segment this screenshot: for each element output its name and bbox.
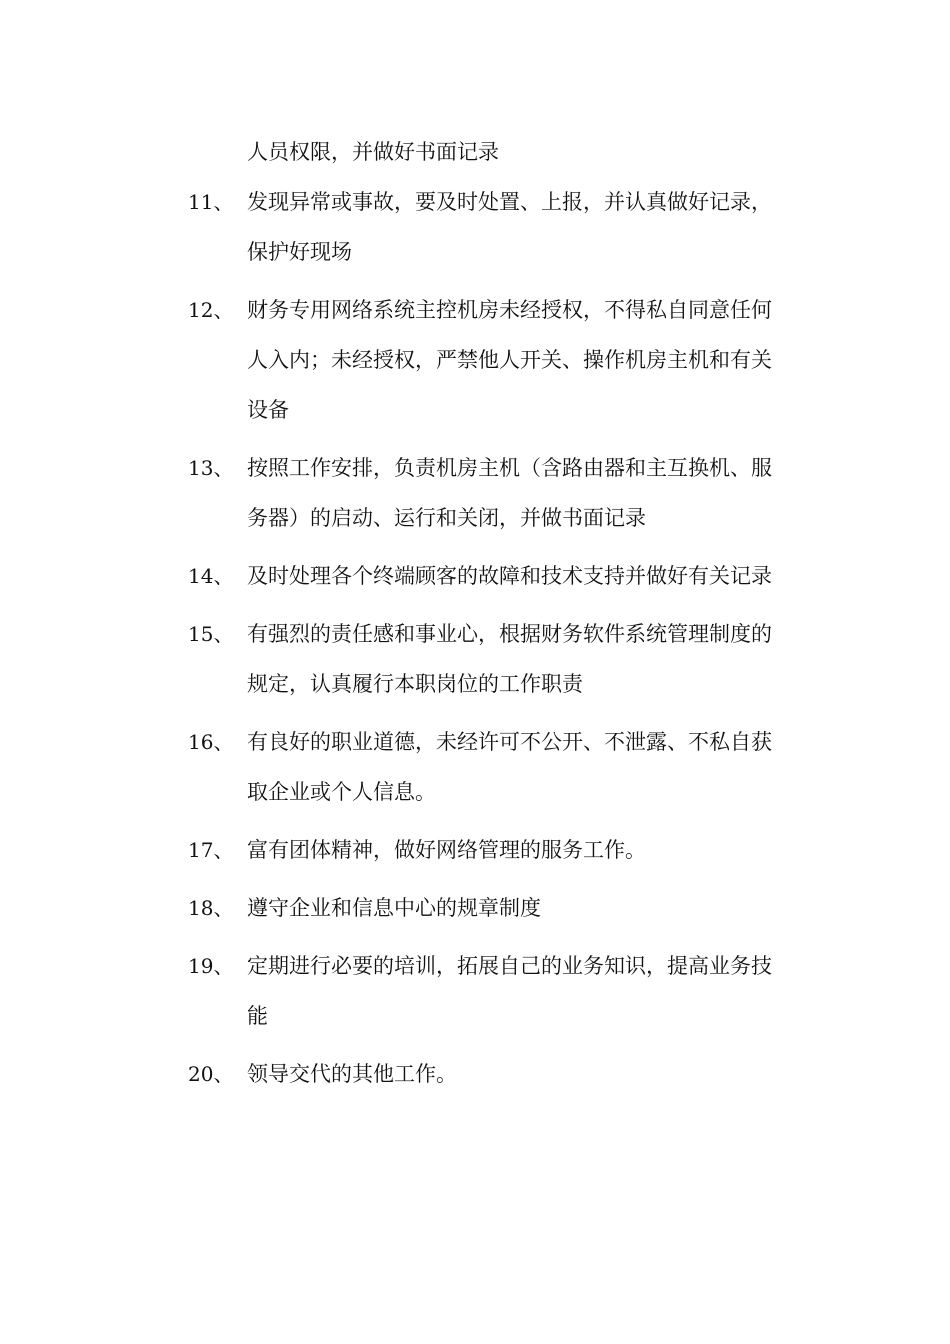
list-item-line: 富有团体精神，做好网络管理的服务工作。: [247, 838, 646, 862]
list-item-number: 14、: [188, 564, 234, 588]
list-item: [0, 1053, 950, 1103]
list-item-line: 保护好现场: [247, 240, 352, 264]
list-item-text: [247, 551, 809, 601]
list-item: [0, 829, 950, 879]
list-item-text: [247, 825, 809, 875]
list-item-number: 19、: [188, 954, 234, 978]
list-item: [0, 181, 950, 281]
list-item-text: [247, 443, 809, 543]
list-item-line: 有强烈的责任感和事业心，根据财务软件系统管理制度的: [247, 622, 772, 646]
list-item-line: 有良好的职业道德，未经许可不公开、不泄露、不私自获: [247, 730, 772, 754]
list-item-line: 能: [247, 1004, 268, 1028]
list-item-text: [247, 941, 809, 1041]
list-item-line: 领导交代的其他工作。: [247, 1062, 457, 1086]
list-item: [0, 555, 950, 605]
list-item-line: 遵守企业和信息中心的规章制度: [247, 896, 541, 920]
list-item-line: 财务专用网络系统主控机房未经授权，不得私自同意任何: [247, 298, 772, 322]
list-item-number: 13、: [188, 456, 234, 480]
list-item: [0, 447, 950, 547]
list-item-number: 18、: [188, 896, 234, 920]
list-item-text: [247, 177, 809, 277]
list-item-number: 12、: [188, 298, 234, 322]
list-item-line: 及时处理各个终端顾客的故障和技术支持并做好有关记录: [247, 564, 772, 588]
list-item-number: 15、: [188, 622, 234, 646]
list-item-number: 20、: [188, 1062, 234, 1086]
list-item-line: 人入内；未经授权，严禁他人开关、操作机房主机和有关: [247, 348, 772, 372]
list-item-number: 16、: [188, 730, 234, 754]
list-item-line: 按照工作安排，负责机房主机（含路由器和主互换机、服: [247, 456, 772, 480]
list-item-number: 11、: [188, 190, 234, 214]
list-item-text: [247, 1049, 809, 1099]
list-item-line: 设备: [247, 398, 289, 422]
list-item-number: 17、: [188, 838, 234, 862]
list-item: [0, 289, 950, 439]
list-item-text: [247, 285, 809, 435]
list-item-text: [247, 717, 809, 817]
continued-item-text: 人员权限，并做好书面记录: [247, 140, 499, 164]
list-item: [0, 721, 950, 821]
list-item-text: [247, 609, 809, 709]
list-item: [0, 945, 950, 1045]
list-item-text: [247, 883, 809, 933]
list-item-line: 规定，认真履行本职岗位的工作职责: [247, 672, 583, 696]
numbered-list: [0, 181, 950, 1111]
list-item-line: 取企业或个人信息。: [247, 780, 436, 804]
list-item-line: 发现异常或事故，要及时处置、上报，并认真做好记录，: [247, 190, 772, 214]
list-item-line: 务器）的启动、运行和关闭，并做书面记录: [247, 506, 646, 530]
list-item: [0, 887, 950, 937]
list-item-line: 定期进行必要的培训，拓展自己的业务知识，提高业务技: [247, 954, 772, 978]
list-item: [0, 613, 950, 713]
